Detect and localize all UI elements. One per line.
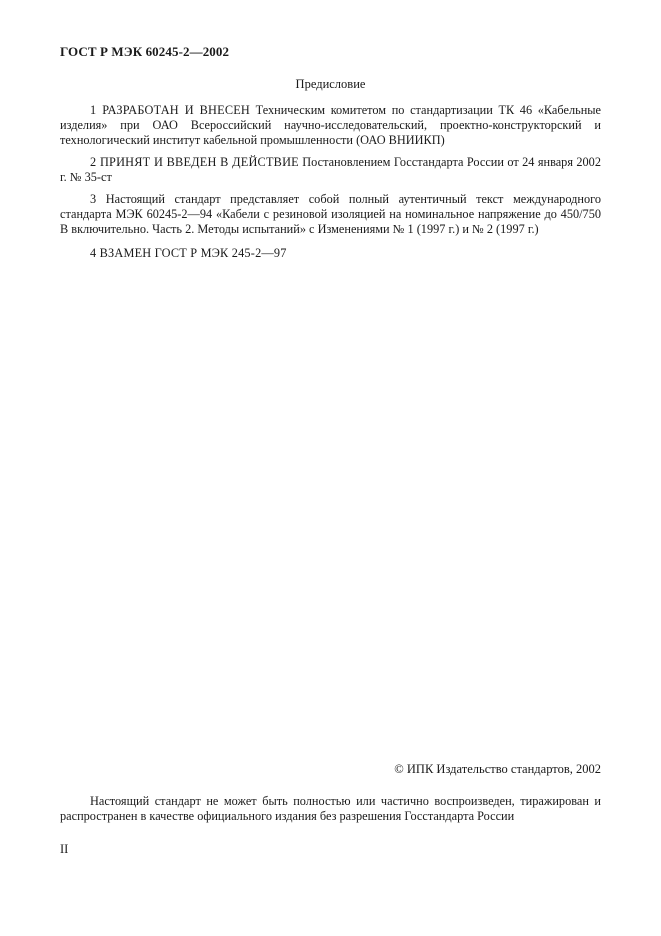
foreword-title: Предисловие <box>295 77 366 91</box>
foreword-item-4 <box>60 246 601 261</box>
foreword-item-3 <box>60 192 601 237</box>
foreword-item-1-lead: 1 РАЗРАБОТАН И ВНЕСЕН <box>90 103 251 117</box>
foreword-item-2-text: Постановлением Госстандарта России от 24 января 2002 г. № 35-ст <box>60 155 601 184</box>
copyright-line: © ИПК Издательство стандартов, 2002 <box>394 762 601 776</box>
foreword-item-3-text: Настоящий стандарт представляет собой полный аутентичный текст международного стандарта МЭК 60245-2—94 «Кабели с резиновой изоляцией на номинальное напряжение до 450/750 В включительно. Часть 2. Методы испытаний» с Изменениями № 1 (1997 г.) и № 2 (1997 г.) <box>60 192 601 236</box>
page-number: II <box>60 842 69 856</box>
foreword-item-2-lead: 2 ПРИНЯТ И ВВЕДЕН В ДЕЙСТВИЕ <box>90 155 299 169</box>
foreword-item-1-text: Техническим комитетом по стандартизации ТК 46 «Кабельные изделия» при ОАО Всероссийский научно-исследовательский, проектно-конструкторский и технологический институт кабельной промышленности (ОАО ВНИИКП) <box>60 103 601 147</box>
foreword-item-4-lead: 4 ВЗАМЕН ГОСТ Р МЭК 245-2—97 <box>90 246 287 260</box>
reproduction-notice: Настоящий стандарт не может быть полностью или частично воспроизведен, тиражирован и распространен в качестве официального издания без разрешения Госстандарта России <box>60 794 601 823</box>
foreword-item-2 <box>60 155 601 185</box>
foreword-item-1 <box>60 103 601 148</box>
document-id-header: ГОСТ Р МЭК 60245-2—2002 <box>60 44 230 59</box>
foreword-item-3-lead: 3 <box>90 192 97 206</box>
